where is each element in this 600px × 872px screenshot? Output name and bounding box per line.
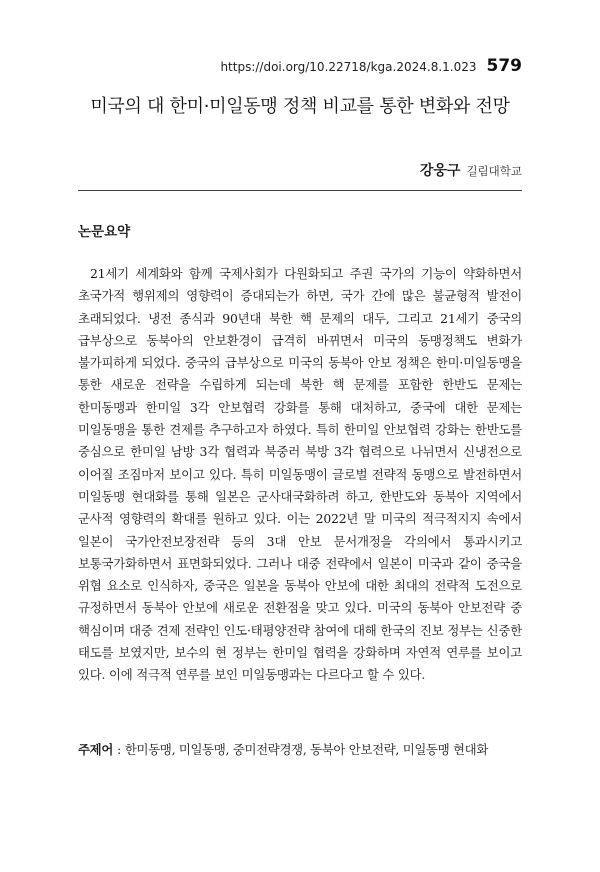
abstract-body: 21세기 세계화와 함께 국제사회가 다원화되고 주권 국가의 기능이 약화하면서 초국가적 행위제의 영향력이 증대되는가 하면, 국가 간에 많은 불균형적 발전이 초래되었다. 냉전 종식과 90년대 북한 핵 문제의 대두, 그리고 21세기 중국의 급부상으로 동북아의 안보환경이 급격히 바뀌면서 미국의 동맹정책도 변화가 불가피하게 되었다. 중국의 급부상으로 미국의 동북아 안보 정책은 한미·미일동맹을 통한 새로운 전략을 수립하게 되는데 북한 핵 문제를 포함한 한반도 문제는 한미동맹과 한미일 3각 안보협력 강화를 통해 대처하고, 중국에 대한 문제는 미일동맹을 통한 견제를 추구하고자 하였다. 특히 한미일 안보협력 강화는 한반도를 중심으로 한미일 남방 3각 협력과 북중러 북방 3각 협력으로 나뉘면서 신냉전으로 이어질 조짐마저 보이고 있다. 특히 미일동맹이 글로벌 전략적 동맹으로 발전하면서 미일동맹 현대화를 통해 일본은 군사대국화하려 하고, 한반도와 동북아 지역에서 군사적 영향력의 확대를 원하고 있다. 이는 2022년 말 미국의 적극적지지 속에서 일본이 국가안전보장전략 등의 3대 안보 문서개정을 각의에서 통과시키고 보통국가화하면서 표면화되었다. 그러나 대중 전략에서 일본이 미국과 같이 중국을 위협 요소로 인식하자, 중국은 일본을 동북아 안보에 대한 최대의 전략적 도전으로 규정하면서 동북아 안보에 새로운 전환점을 맞고 있다. 미국의 동북아 안보전략 중 핵심이며 대중 견제 전략인 인도·태평양전략 참여에 대해 한국의 진보 정부는 신중한 태도를 보였지만, 보수의 현 정부는 한미일 협력을 강화하며 자연적 연루를 보이고 있다. 이에 적극적 연루를 보인 미일동맹과는 다르다고 할 수 있다. [78, 266, 522, 683]
keywords-separator: : [117, 742, 121, 757]
page-number: 579 [486, 56, 522, 76]
paper-title: 미국의 대 한미·미일동맹 정책 비교를 통한 변화와 전망 [90, 96, 510, 117]
title-divider [78, 190, 522, 191]
author-line [420, 160, 522, 180]
doi-link[interactable]: https://doi.org/10.22718/kga.2024.8.1.023 [220, 60, 477, 74]
author-name: 강웅구 [419, 163, 461, 179]
keywords [78, 740, 538, 758]
page-header [220, 56, 522, 76]
abstract-heading: 논문요약 [78, 224, 131, 240]
author-affiliation: 길림대학교 [466, 164, 522, 178]
keywords-terms: 한미동맹, 미일동맹, 중미전략경쟁, 동북아 안보전략, 미일동맹 현대화 [124, 742, 489, 757]
keywords-label: 주제어 [78, 742, 114, 757]
